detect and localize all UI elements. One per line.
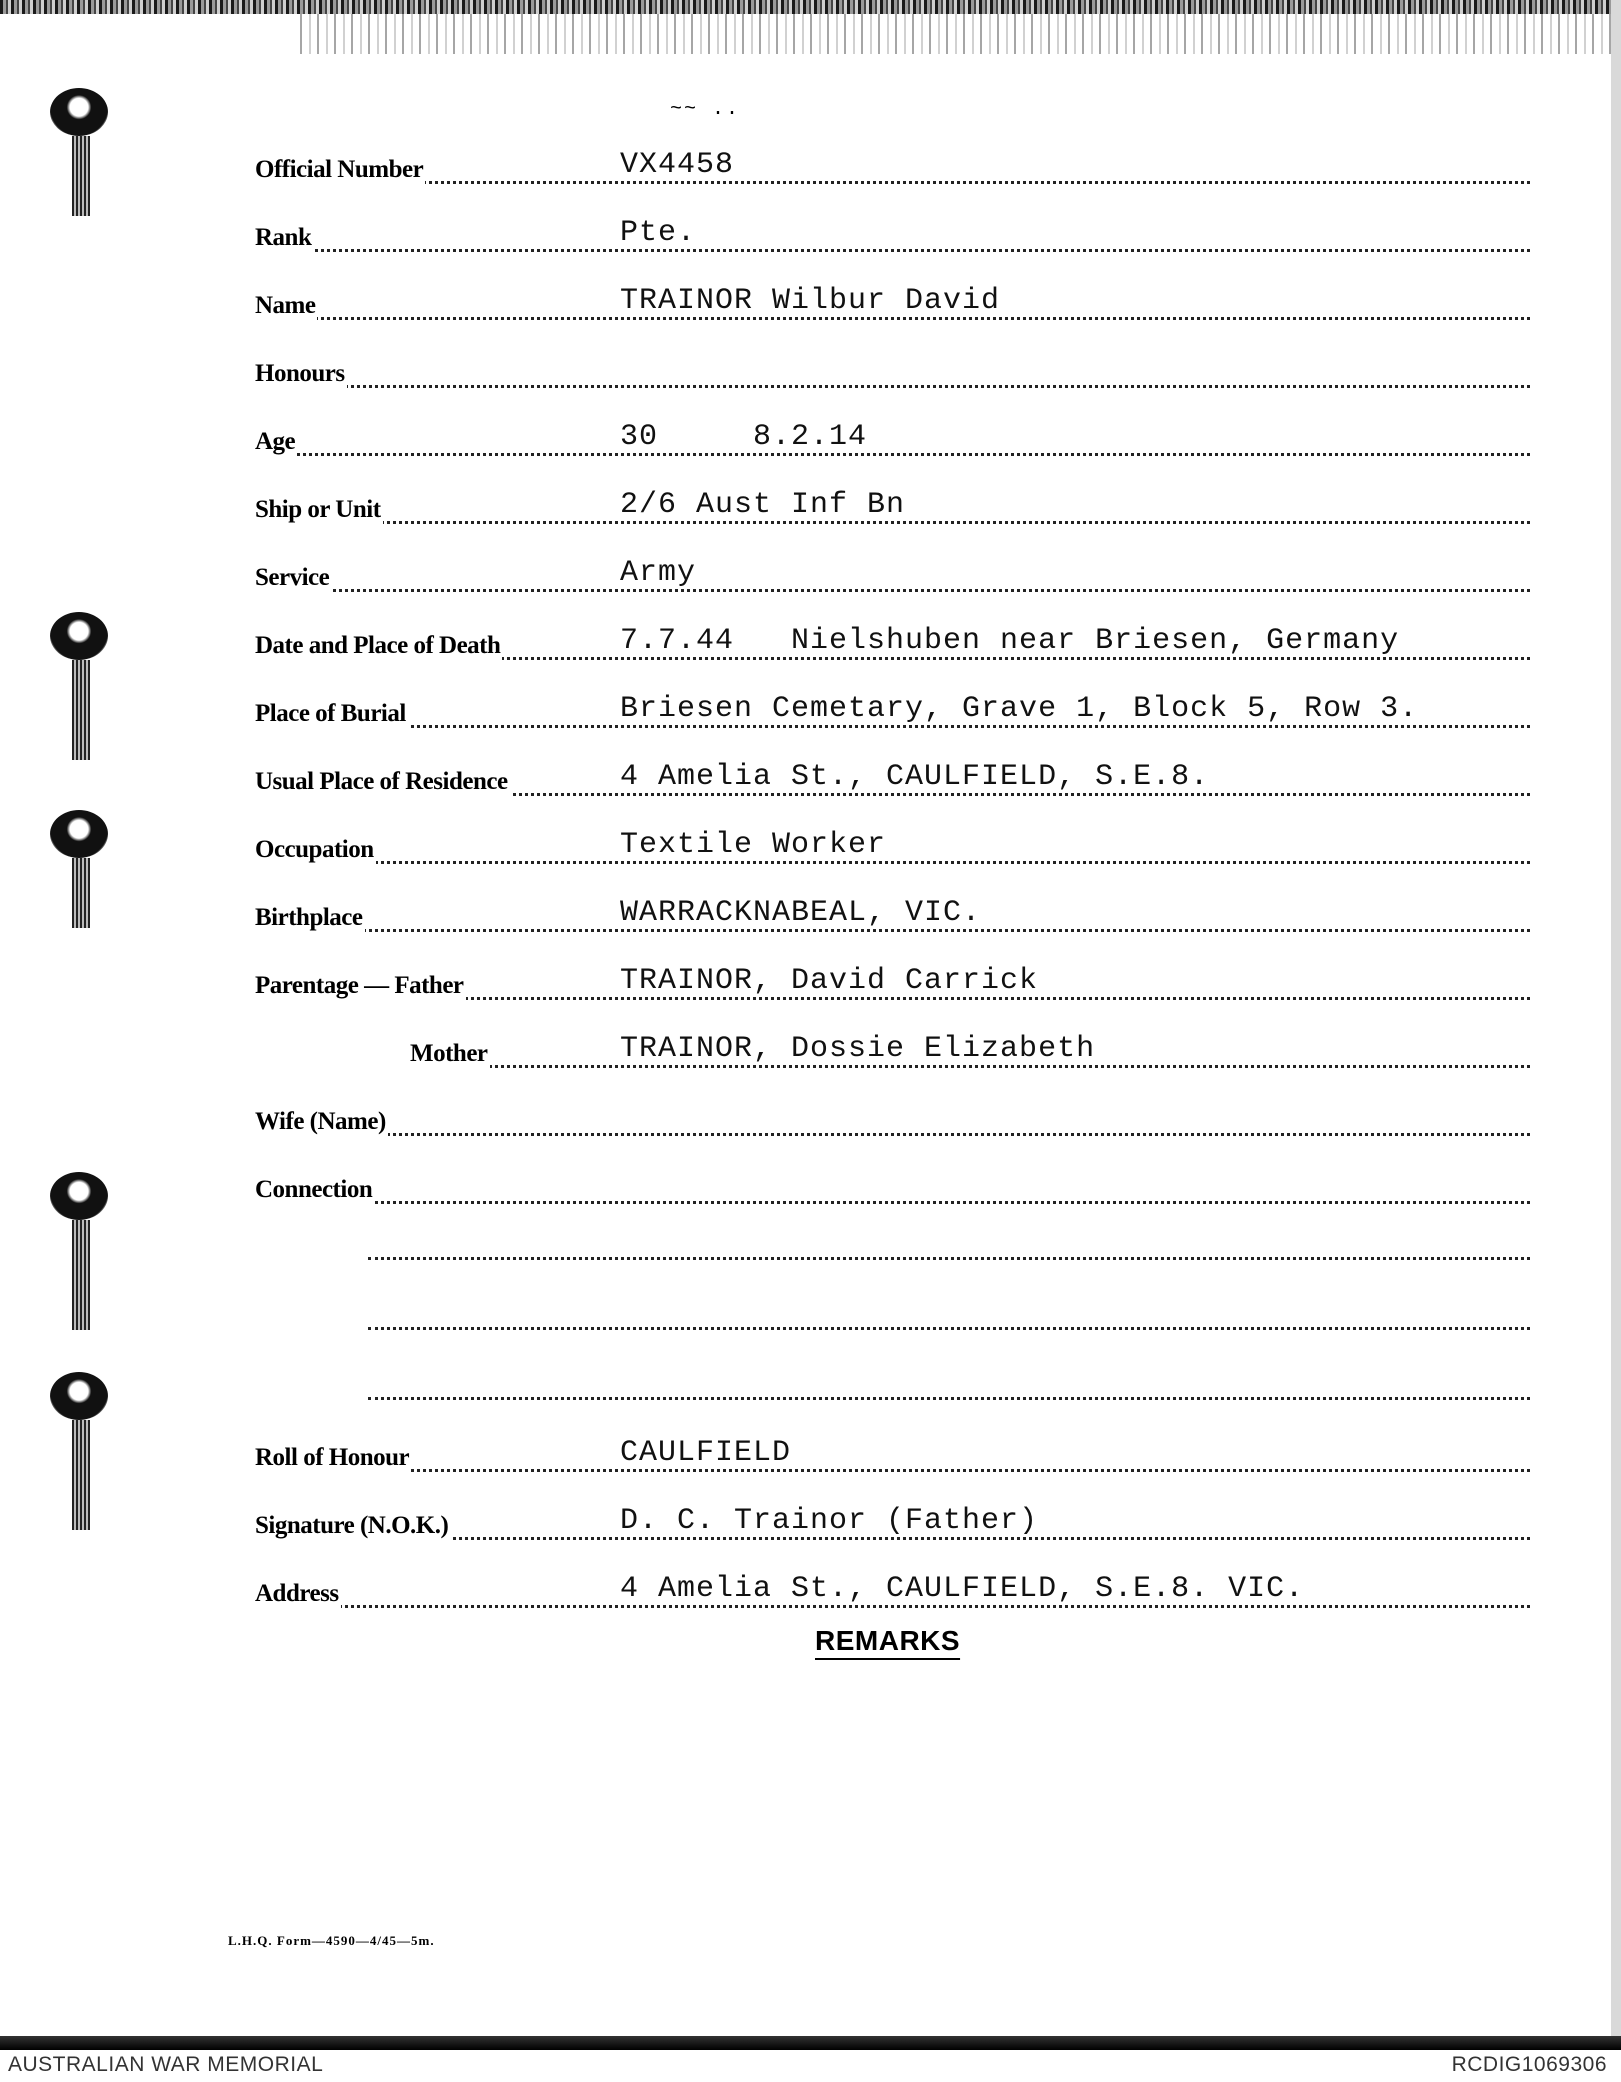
field-name [255,284,1530,324]
remarks-heading: REMARKS [815,1625,961,1656]
field-signature-nok [255,1504,1530,1544]
field-label: Ship or Unit [255,496,381,523]
field-label: Connection [255,1176,373,1203]
field-value: Briesen Cemetary, Grave 1, Block 5, Row 3. [620,692,1419,726]
form-code: L.H.Q. Form—4590—4/45—5m. [228,1933,435,1948]
field-value: CAULFIELD [620,1436,792,1470]
punch-hole-2 [50,612,108,760]
field-value: 7.7.44 Nielshuben near Briesen, Germany [620,624,1400,658]
top-mark: ~~ .. [670,98,741,121]
footer-record-id: RCDIG1069306 [1451,2053,1607,2076]
field-value: WARRACKNABEAL, VIC. [620,896,982,930]
field-service [255,556,1530,596]
field-usual-residence [255,760,1530,800]
field-label: Parentage — Father [255,972,464,999]
field-value: Army [620,556,697,590]
field-label: Occupation [255,836,374,863]
field-value: VX4458 [620,148,735,182]
field-value: 30 8.2.14 [620,420,868,454]
field-roll-of-honour [255,1436,1530,1476]
field-label: Wife (Name) [255,1108,386,1135]
punch-hole-3 [50,810,108,928]
field-label: Official Number [255,156,424,183]
field-value: 4 Amelia St., CAULFIELD, S.E.8. VIC. [620,1572,1305,1606]
field-age [255,420,1530,460]
field-connection [255,1174,1530,1208]
punch-hole-5 [50,1372,108,1530]
field-label: Usual Place of Residence [255,768,508,795]
field-label: Roll of Honour [255,1444,410,1471]
field-value: 4 Amelia St., CAULFIELD, S.E.8. [620,760,1210,794]
field-value: TRAINOR, Dossie Elizabeth [620,1032,1096,1066]
field-official-number [255,148,1530,188]
scan-edge-top [0,0,1621,14]
field-value: TRAINOR Wilbur David [620,284,1001,318]
field-value: D. C. Trainor (Father) [620,1504,1039,1538]
punch-hole-1 [50,88,108,216]
scan-noise-top [300,14,1621,54]
field-birthplace [255,896,1530,936]
field-label: Service [255,564,330,591]
field-label: Birthplace [255,904,363,931]
connection-line-4 [368,1394,1530,1400]
field-honours [255,358,1530,392]
scan-edge-right [1611,0,1621,2050]
field-wife-name [255,1106,1530,1140]
field-label: Place of Burial [255,700,406,727]
scan-edge-bottom [0,2036,1621,2050]
field-value: TRAINOR, David Carrick [620,964,1039,998]
field-occupation [255,828,1530,868]
field-value: Pte. [620,216,697,250]
field-address [255,1572,1530,1612]
field-label: Date and Place of Death [255,632,501,659]
field-ship-or-unit [255,488,1530,528]
field-parentage-mother [410,1032,1530,1072]
field-place-of-burial [255,692,1530,732]
field-label: Honours [255,360,345,387]
field-label: Signature (N.O.K.) [255,1512,449,1539]
footer-institution: AUSTRALIAN WAR MEMORIAL [8,2053,324,2076]
field-label: Name [255,292,316,319]
punch-hole-4 [50,1172,108,1330]
field-parentage-father [255,964,1530,1004]
field-label: Rank [255,224,312,251]
field-label: Mother [410,1040,488,1067]
connection-line-2 [368,1254,1530,1260]
field-label: Address [255,1580,339,1607]
connection-line-3 [368,1324,1530,1330]
field-date-place-of-death [255,624,1530,664]
field-value: Textile Worker [620,828,887,862]
field-rank [255,216,1530,256]
field-value: 2/6 Aust Inf Bn [620,488,906,522]
field-label: Age [255,428,296,455]
